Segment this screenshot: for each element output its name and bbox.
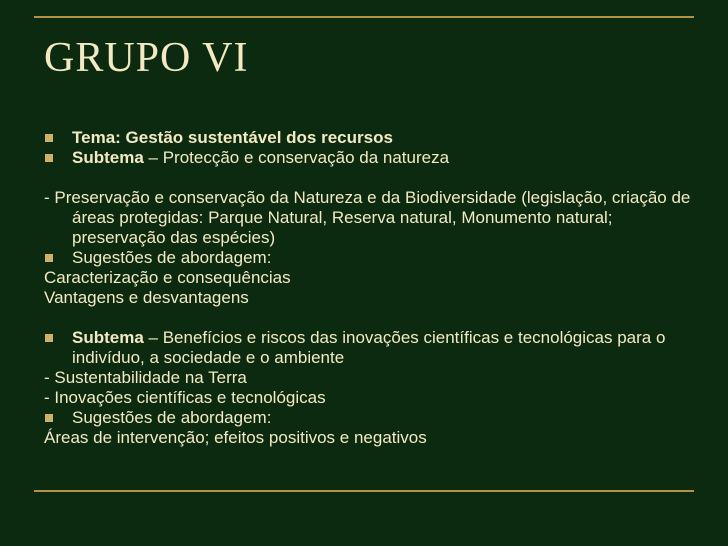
sugestoes-2-text: Sugestões de abordagem: [72, 408, 272, 427]
tema-text: Tema: Gestão sustentável dos recursos [72, 128, 393, 147]
bullet-subtema-2 [44, 328, 696, 368]
subtema-1-label: Subtema [72, 148, 144, 167]
inovacoes-line: - Inovações científicas e tecnológicas [44, 388, 326, 407]
square-bullet-icon [45, 254, 53, 262]
square-bullet-icon [45, 334, 53, 342]
slide-body [44, 128, 696, 448]
subtema-2-text: – Benefícios e riscos das inovações científicas e tecnológicas para o indivíduo, a sociedade e o ambiente [72, 328, 666, 367]
subtema-2-label: Subtema [72, 328, 144, 347]
sustentabilidade-line: - Sustentabilidade na Terra [44, 368, 247, 387]
bottom-border-line [34, 490, 694, 492]
square-bullet-icon [45, 134, 53, 142]
bullet-sugestoes-1 [44, 248, 696, 268]
square-bullet-icon [45, 414, 53, 422]
subtema-1-text: – Protecção e conservação da natureza [143, 148, 450, 167]
sugestoes-1-text: Sugestões de abordagem: [72, 248, 272, 267]
vantagens-line: Vantagens e desvantagens [44, 288, 249, 307]
bullet-subtema-1 [44, 148, 696, 168]
slide-title: GRUPO VI [44, 35, 249, 81]
bullet-tema [44, 128, 696, 148]
top-border-line [34, 16, 694, 18]
spacer [44, 308, 696, 328]
areas-line: Áreas de intervenção; efeitos positivos e negativos [44, 428, 427, 447]
square-bullet-icon [45, 154, 53, 162]
caracterizacao-line: Caracterização e consequências [44, 268, 291, 287]
preservacao-line: - Preservação e conservação da Natureza e da Biodiversidade (legislação, criação de áreas protegidas: Parque Natural, Reserva natural, Monumento natural; preservação das espécies) [44, 188, 691, 247]
bullet-sugestoes-2 [44, 408, 696, 428]
spacer [44, 168, 696, 188]
